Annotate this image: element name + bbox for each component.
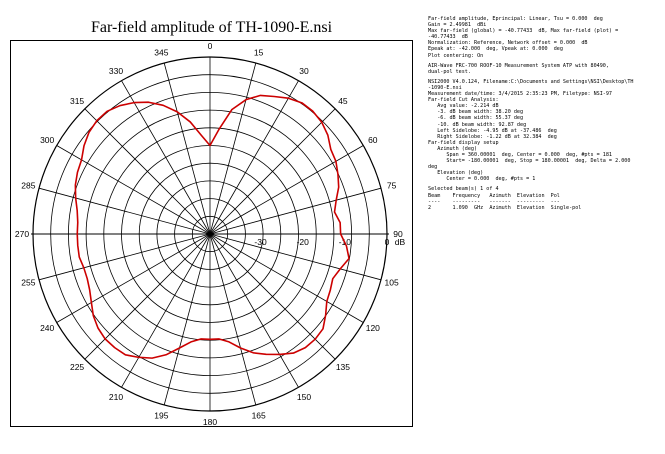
- grid-spoke: [210, 109, 335, 234]
- radial-tick-label: -30: [254, 237, 267, 247]
- angle-tick-label: 0: [207, 41, 213, 51]
- info-details: [428, 79, 660, 183]
- info-line: Selected beam(s) 1 of 4: [428, 186, 499, 193]
- info-line: -6. dB beam width: 55.37 deg: [428, 115, 524, 122]
- info-line: Center = 0.000 deg, #pts = 1: [428, 176, 536, 183]
- info-line: -1090-E.nsi: [428, 84, 462, 91]
- angle-tick-label: 150: [296, 391, 312, 402]
- info-line: Max far-field (global) = -40.77433 dB, Max far-field (plot) =: [428, 28, 619, 35]
- angle-tick-label: 180: [202, 417, 218, 427]
- angle-tick-label: 330: [108, 66, 124, 77]
- info-header: [428, 16, 660, 59]
- info-panel: [428, 16, 660, 215]
- radial-tick-label: -10: [338, 237, 352, 247]
- info-line: NSI2000 V4.0.124, Filename:C:\Documents and Settings\NSI\Desktop\TH: [428, 78, 634, 85]
- angle-tick-label: 195: [154, 410, 169, 421]
- grid-spoke: [210, 234, 256, 405]
- radial-tick-label: -20: [296, 237, 309, 247]
- info-line: Epeak at: -42.000 deg, Vpeak at: 0.000 deg: [428, 46, 563, 53]
- info-line: Plot centering: On: [428, 52, 484, 59]
- grid-spoke: [85, 234, 210, 359]
- info-system: [428, 63, 660, 75]
- angle-tick-label: 135: [335, 361, 351, 372]
- chart-title: Far-field amplitude of TH-1090-E.nsi: [90, 19, 333, 36]
- grid-spoke: [210, 146, 363, 235]
- angle-tick-label: 225: [69, 361, 85, 372]
- info-line: ---- --------- ------- --------- ---: [428, 198, 560, 205]
- angle-tick-label: 210: [108, 391, 124, 402]
- angle-tick-label: 60: [368, 135, 378, 145]
- angle-tick-label: 240: [40, 323, 55, 333]
- grid-spoke: [57, 146, 210, 235]
- info-line: Far-field Cut Analysis:: [428, 97, 499, 104]
- grid-spoke: [164, 234, 210, 405]
- info-line: Measurement date/time: 3/4/2015 2:35:23 PM, Filetype: NSI-97: [428, 91, 613, 98]
- info-line: AIR-Wave FRC-700 ROOF-10 Measurement System ATP with 80490,: [428, 62, 609, 69]
- info-beams: [428, 186, 660, 210]
- info-line: Gain = 2.49981 dBi: [428, 22, 487, 29]
- grid-spoke: [39, 188, 210, 234]
- angle-tick-label: 165: [251, 410, 266, 421]
- info-line: 2 1.090 GHz Azimuth Elevation Single-pol: [428, 204, 582, 211]
- angle-tick-label: 285: [21, 180, 36, 191]
- info-line: -3. dB beam width: 38.20 deg: [428, 109, 524, 116]
- angle-tick-label: 120: [365, 323, 380, 333]
- info-line: -40.77433 dB: [428, 34, 468, 41]
- grid-spoke: [210, 234, 335, 359]
- grid-spoke: [57, 234, 210, 323]
- info-line: Elevation (deg): [428, 170, 484, 177]
- grid-spoke: [210, 234, 381, 280]
- angle-tick-label: 105: [384, 277, 399, 288]
- info-line: dual-pol test.: [428, 68, 471, 75]
- grid-spoke: [210, 234, 299, 387]
- angle-tick-label: 30: [299, 66, 309, 77]
- grid-spoke: [210, 63, 256, 234]
- grid-spoke: [39, 234, 210, 280]
- angle-tick-label: 90: [393, 229, 403, 239]
- info-line: Avg value: -2.214 dB: [428, 103, 499, 110]
- info-line: Start= -180.00001 deg, Stop = 180.00001 deg, Delta = 2.000: [428, 158, 631, 165]
- info-line: Right Sidelobe: -1.22 dB at 32.384 deg: [428, 133, 557, 140]
- info-line: Azimuth (deg): [428, 145, 478, 152]
- angle-tick-label: 45: [338, 96, 348, 107]
- angle-tick-label: 15: [253, 47, 264, 58]
- angle-tick-label: 345: [154, 47, 169, 58]
- grid-spoke: [122, 234, 211, 387]
- grid-spoke: [122, 81, 211, 234]
- info-line: Left Sidelobe: -4.95 dB at -37.486 deg: [428, 127, 557, 134]
- info-line: Far-field display setup: [428, 139, 499, 146]
- info-line: Beam Frequency Azimuth Elevation Pol: [428, 192, 560, 199]
- angle-tick-label: 315: [69, 96, 85, 107]
- grid-spoke: [210, 188, 381, 234]
- grid-spoke: [164, 63, 210, 234]
- angle-tick-label: 300: [40, 135, 55, 145]
- grid-spoke: [210, 234, 363, 323]
- info-line: -10. dB beam width: 92.87 deg: [428, 121, 527, 128]
- info-line: Far-field amplitude, Eprincipal: Linear, Tsu = 0.000 deg: [428, 16, 603, 22]
- radial-tick-label: 0: [384, 237, 390, 247]
- angle-tick-label: 255: [21, 277, 36, 288]
- grid-spoke: [210, 81, 299, 234]
- info-line: deg: [428, 164, 438, 171]
- grid-spoke: [85, 109, 210, 234]
- angle-tick-label: 75: [386, 180, 397, 191]
- info-line: Normalization: Reference, Network offset = 0.000 dB: [428, 40, 588, 47]
- radial-unit-label: dB: [394, 237, 406, 247]
- info-line: Span = 360.00001 deg, Center = 0.000 deg, #pts = 181: [428, 151, 613, 158]
- angle-tick-label: 270: [14, 229, 30, 239]
